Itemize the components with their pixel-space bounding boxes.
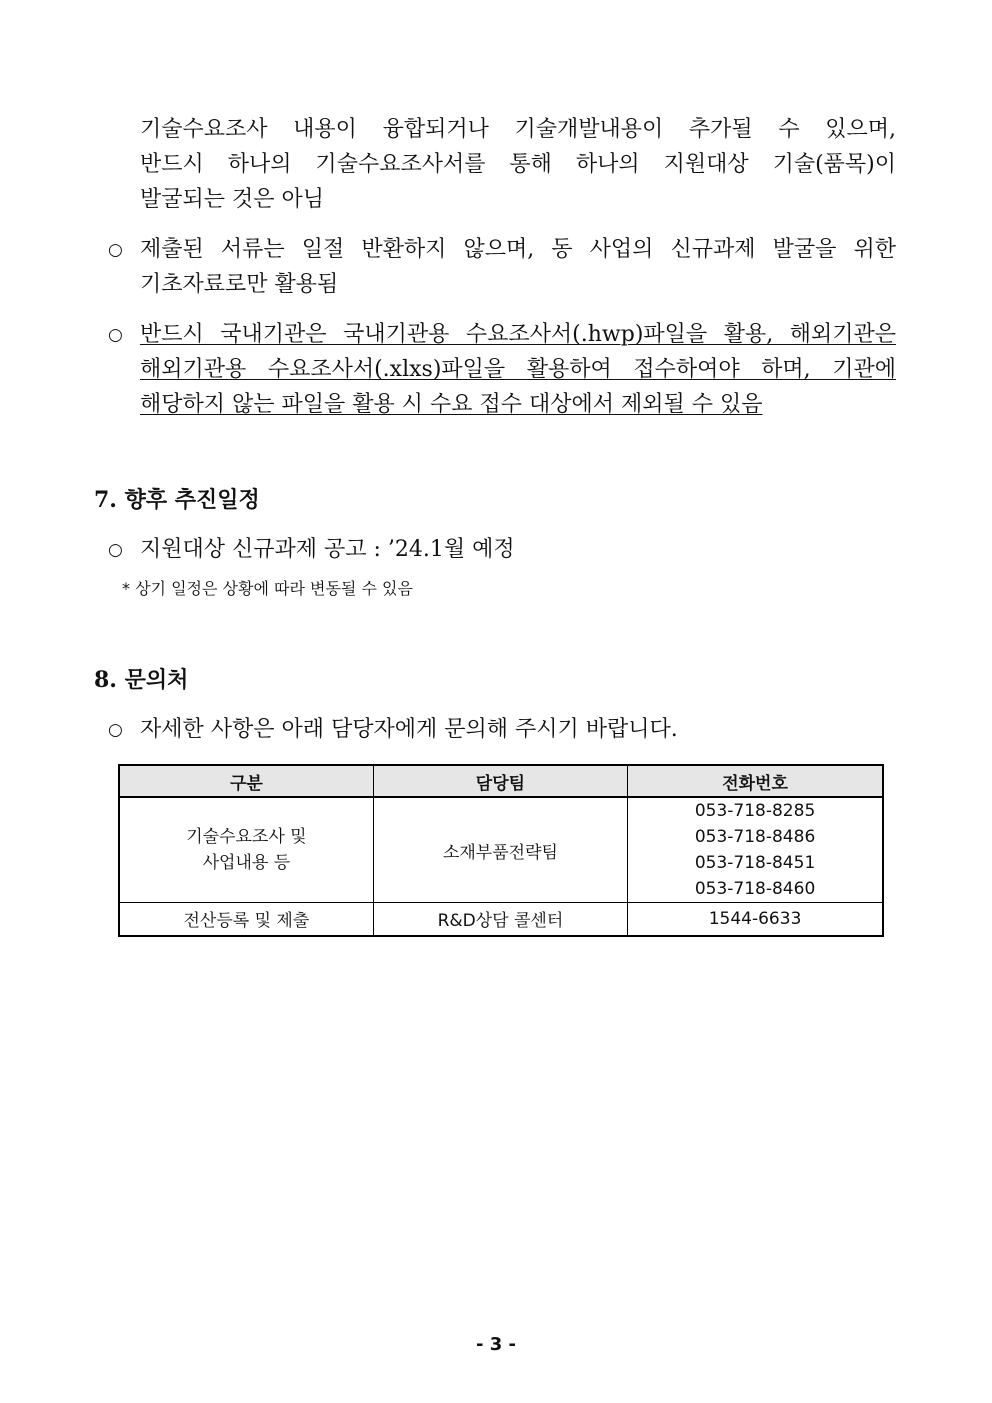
section-8-heading: 8. 문의처	[94, 667, 189, 693]
bullet-text-line: 기초자료로만 활용됨	[140, 272, 339, 297]
bullet-marker: ○	[108, 540, 123, 560]
header-category: 구분	[119, 765, 373, 797]
section-7-heading: 7. 향후 추진일정	[94, 487, 260, 513]
table-header-row	[119, 765, 883, 797]
bullet-marker: ○	[108, 325, 123, 345]
team-cell: 소재부품전략팀	[373, 797, 627, 903]
category-cell	[119, 797, 373, 903]
paragraph-line: 기술수요조사 내용이 융합되거나 기술개발내용이 추가될 수 있으며,	[140, 117, 896, 142]
underlined-bullet-text-line: 해당하지 않는 파일을 활용 시 수요 접수 대상에서 제외될 수 있음	[140, 392, 763, 417]
bullet-text-line: 제출된 서류는 일절 반환하지 않으며, 동 사업의 신규과제 발굴을 위한	[140, 237, 896, 262]
team-cell: R&D상담 콜센터	[373, 903, 627, 936]
schedule-bullet: 지원대상 신규과제 공고 : ’24.1월 예정	[140, 537, 515, 562]
bullet-marker: ○	[108, 720, 123, 740]
underlined-bullet-text-line: 해외기관용 수요조사서(.xlxs)파일을 활용하여 접수하여야 하며, 기관에	[140, 357, 896, 382]
underlined-bullet-text-line: 반드시 국내기관은 국내기관용 수요조사서(.hwp)파일을 활용, 해외기관은	[140, 322, 896, 347]
paragraph-line: 반드시 하나의 기술수요조사서를 통해 하나의 지원대상 기술(품목)이	[140, 152, 896, 177]
contact-bullet: 자세한 사항은 아래 담당자에게 문의해 주시기 바랍니다.	[140, 717, 678, 742]
table-row	[119, 797, 883, 903]
table-row	[119, 903, 883, 936]
phone-number: 053-718-8285	[694, 801, 816, 821]
schedule-note: * 상기 일정은 상황에 따라 변동될 수 있음	[122, 579, 413, 598]
contact-table	[118, 764, 884, 937]
phone-number: 053-718-8486	[694, 827, 816, 847]
phone-number: 1544-6633	[628, 903, 883, 936]
phone-number: 053-718-8451	[694, 853, 816, 873]
paragraph-line: 발굴되는 것은 아님	[140, 187, 325, 212]
page-number: - 3 -	[476, 1334, 516, 1355]
phone-number: 053-718-8460	[694, 879, 816, 899]
bullet-marker: ○	[108, 240, 123, 260]
header-phone: 전화번호	[628, 765, 883, 797]
category-line: 기술수요조사 및	[186, 827, 307, 847]
category-line: 사업내용 등	[202, 853, 291, 873]
phone-cell	[628, 797, 883, 903]
category-cell: 전산등록 및 제출	[119, 903, 373, 936]
header-team: 담당팀	[373, 765, 627, 797]
